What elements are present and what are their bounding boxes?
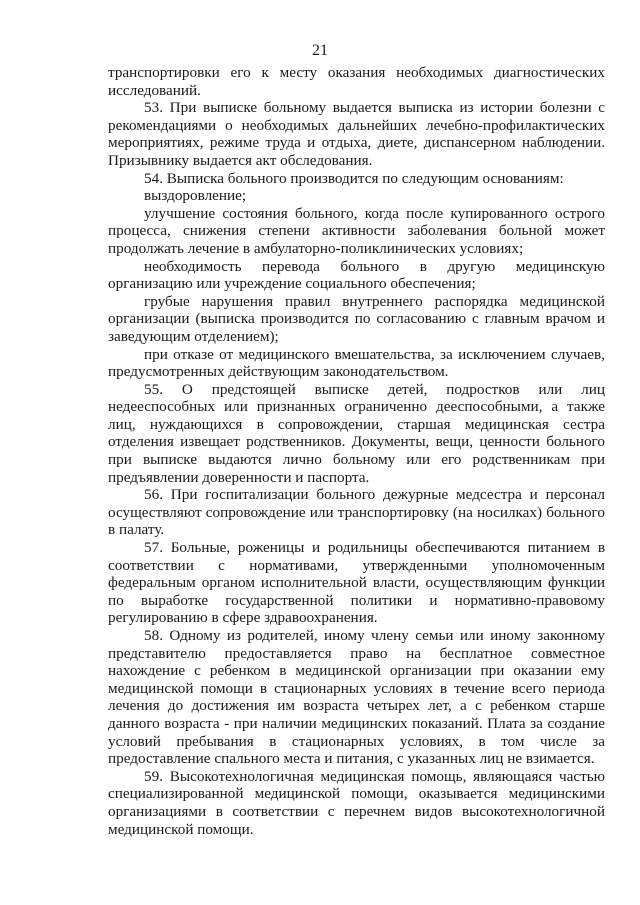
page-number: 21 xyxy=(312,42,328,59)
list-item-transfer: необходимость перевода больного в другую медицинскую организацию или учреждение социального обеспечения; xyxy=(108,257,605,293)
paragraph-54: 54. Выписка больного производится по следующим основаниям: xyxy=(144,169,564,187)
document-body xyxy=(108,64,605,838)
list-item-violations: грубые нарушения правил внутреннего распорядка медицинской организации (выписка производится по согласованию с главным врачом и заведующим отделением); xyxy=(108,292,605,345)
list-item-improvement: улучшение состояния больного, когда после купированного острого процесса, снижения степени активности заболевания больной может продолжать лечение в амбулаторно-поликлинических условиях; xyxy=(108,204,605,257)
paragraph-56: 56. При госпитализации больного дежурные медсестра и персонал осуществляют сопровождение или транспортировку (на носилках) больного в палату. xyxy=(108,486,605,539)
paragraph-57: 57. Больные, роженицы и родильницы обеспечиваются питанием в соответствии с нормативами, утвержденными уполномоченным федеральным органом исполнительной власти, осуществляющим функции по выработке государственной политики и нормативно-правовому регулированию в сфере здравоохранения. xyxy=(108,539,605,627)
paragraph-continuation: транспортировки его к месту оказания необходимых диагностических исследований. xyxy=(108,64,605,99)
paragraph-53: 53. При выписке больному выдается выписка из истории болезни с рекомендациями о необходимых дальнейших лечебно-профилактических мероприятиях, режиме труда и отдыха, диете, диспансерном наблюдении. Призывнику выдается акт обследования. xyxy=(108,99,605,169)
list-item-refusal: при отказе от медицинского вмешательства, за исключением случаев, предусмотренных действующим законодательством. xyxy=(108,345,605,381)
paragraph-58: 58. Одному из родителей, иному члену семьи или иному законному представителю предоставляется право на бесплатное совместное нахождение с ребенком в медицинской организации при оказании ему медицинской помощи в стационарных условиях в течение всего периода лечения до достижения им возраста четырех лет, а с ребенком старше данного возраста - при наличии медицинских показаний. Плата за создание условий пребывания в стационарных условиях, в том числе за предоставление спального места и питания, с указанных лиц не взимается. xyxy=(108,627,605,768)
paragraph-59: 59. Высокотехнологичная медицинская помощь, являющаяся частью специализированной медицинской помощи, оказывается медицинскими организациями в соответствии с перечнем видов высокотехнологичной медицинской помощи. xyxy=(108,767,605,838)
paragraph-55: 55. О предстоящей выписке детей, подростков или лиц недееспособных или признанных ограниченно дееспособными, а также лиц, нуждающихся в сопровождении, старшая медицинская сестра отделения извещает родственников. Документы, вещи, ценности больного при выписке выдаются лично больному или его родственникам при предъявлении доверенности и паспорта. xyxy=(108,380,605,486)
list-item-recovery: выздоровление; xyxy=(144,187,247,205)
